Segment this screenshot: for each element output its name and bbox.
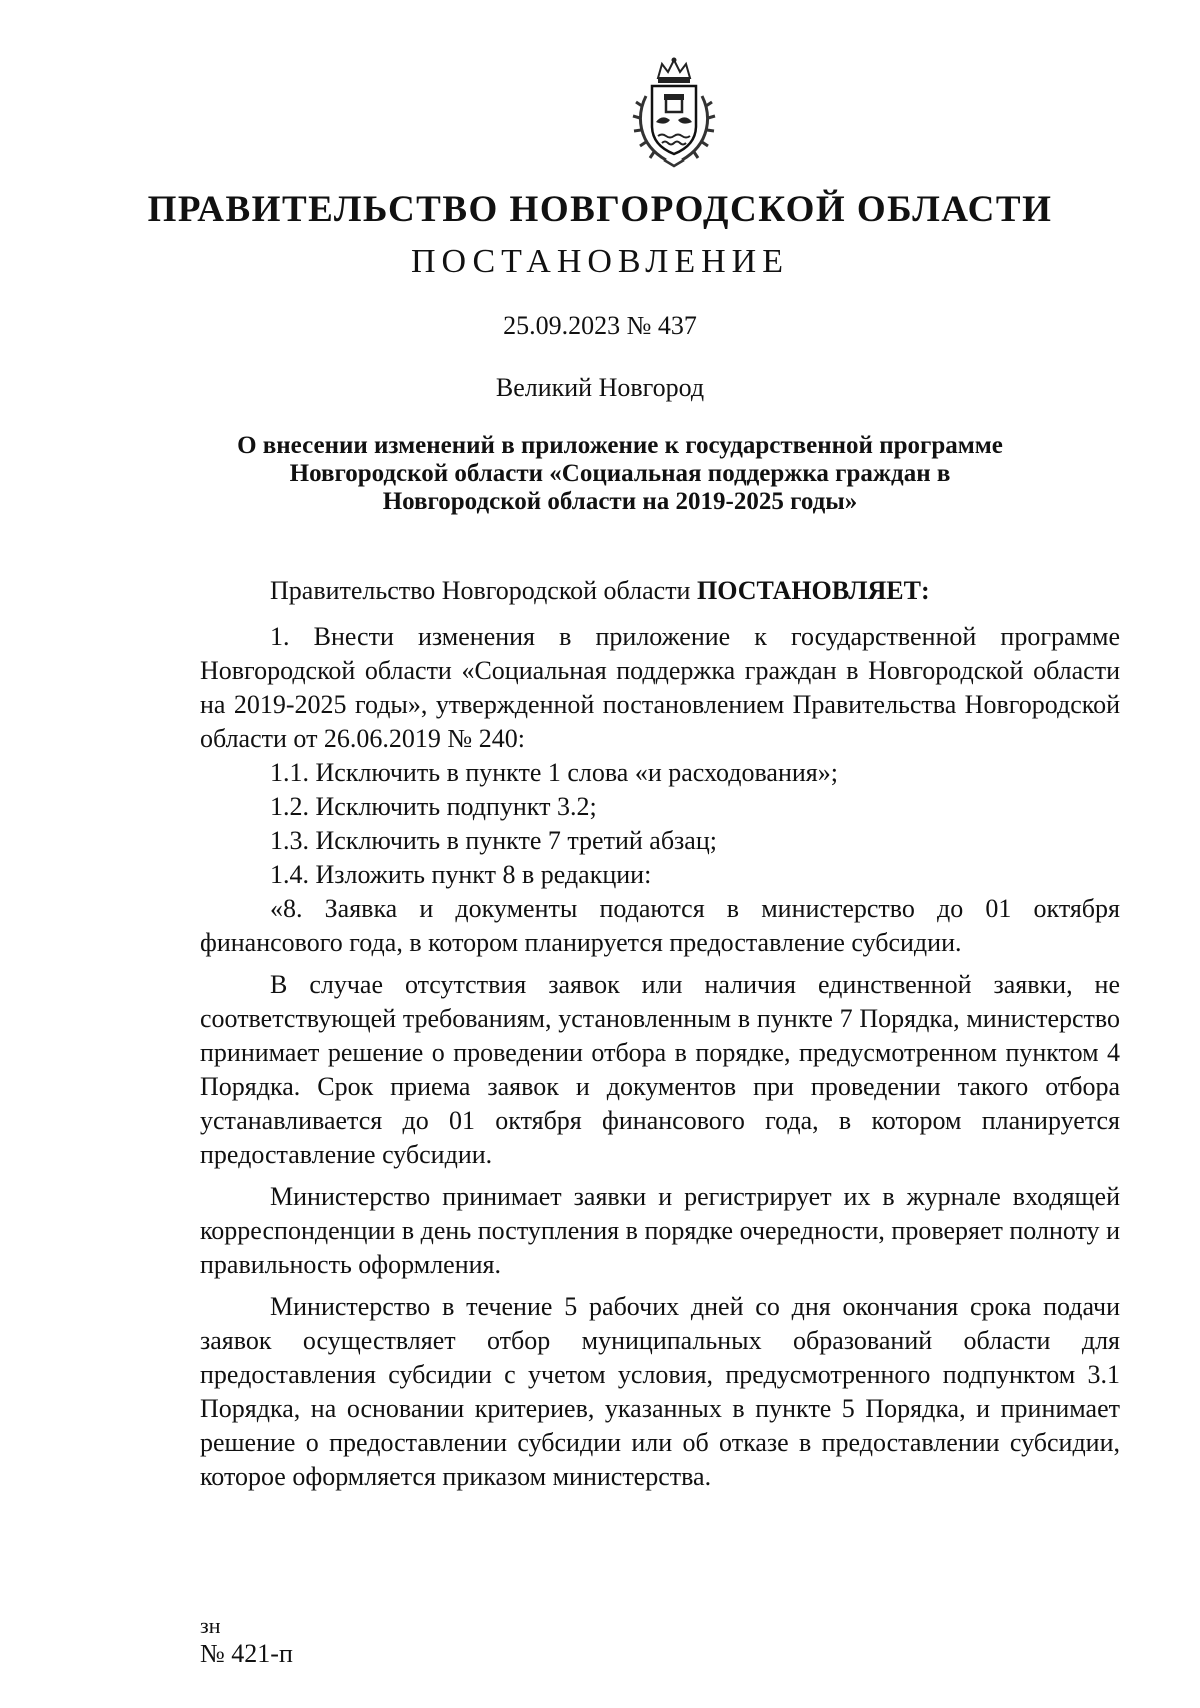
resolution-intro xyxy=(200,574,1120,608)
novgorod-coat-of-arms-icon xyxy=(628,56,720,168)
body-paragraph: «8. Заявка и документы подаются в министерство до 01 октября финансового года, в котором планируется предоставление субсидии. xyxy=(200,894,1120,957)
government-title: ПРАВИТЕЛЬСТВО НОВГОРОДСКОЙ ОБЛАСТИ xyxy=(147,189,1053,230)
body-paragraph: Министерство принимает заявки и регистрирует их в журнале входящей корреспонденции в день поступления в порядке очередности, проверяет полноту и правильность оформления. xyxy=(200,1182,1120,1279)
internal-number: № 421-п xyxy=(200,1639,293,1668)
document-place: Великий Новгород xyxy=(495,373,705,402)
body-paragraph: 1.3. Исключить в пункте 7 третий абзац; xyxy=(270,826,717,855)
body-paragraph: 1.4. Изложить пункт 8 в редакции: xyxy=(270,860,652,889)
body-paragraph: 1.2. Исключить подпункт 3.2; xyxy=(270,792,597,821)
executor-initials: зн xyxy=(200,1613,221,1638)
document-type: ПОСТАНОВЛЕНИЕ xyxy=(410,243,790,280)
body-paragraph: 1.1. Исключить в пункте 1 слова «и расходования»; xyxy=(270,758,838,787)
intro-text: Правительство Новгородской области xyxy=(270,576,697,605)
resolves-keyword: ПОСТАНОВЛЯЕТ: xyxy=(696,576,930,605)
body-paragraph: Министерство в течение 5 рабочих дней со дня окончания срока подачи заявок осуществляет отбор муниципальных образований области для предоставления субсидии с учетом условия, предусмотренного подпунктом 3.1 Порядка, на основании критериев, указанных в пункте 5 Порядка, и принимает решение о предоставлении субсидии или об отказе в предоставлении субсидии, которое оформляется приказом министерства. xyxy=(200,1292,1120,1491)
body-paragraph: 1. Внести изменения в приложение к государственной программе Новгородской области «Социальная поддержка граждан в Новгородской области на 2019-2025 годы», утвержденной постановлением Правительства Новгородской области от 26.06.2019 № 240: xyxy=(200,622,1120,753)
body-paragraph: В случае отсутствия заявок или наличия единственной заявки, не соответствующей требованиям, установленным в пункте 7 Порядка, министерство принимает решение о проведении отбора в порядке, предусмотренном пунктом 4 Порядка. Срок приема заявок и документов при проведении такого отбора устанавливается до 01 октября финансового года, в котором планируется предоставление субсидии. xyxy=(200,970,1120,1169)
document-subject: О внесении изменений в приложение к государственной программе Новгородской области «Социальная поддержка граждан в Новгородской области на 2019-2025 годы» xyxy=(237,432,1003,515)
document-body xyxy=(200,574,1120,1494)
document-date-number: 25.09.2023 № 437 xyxy=(503,311,697,340)
